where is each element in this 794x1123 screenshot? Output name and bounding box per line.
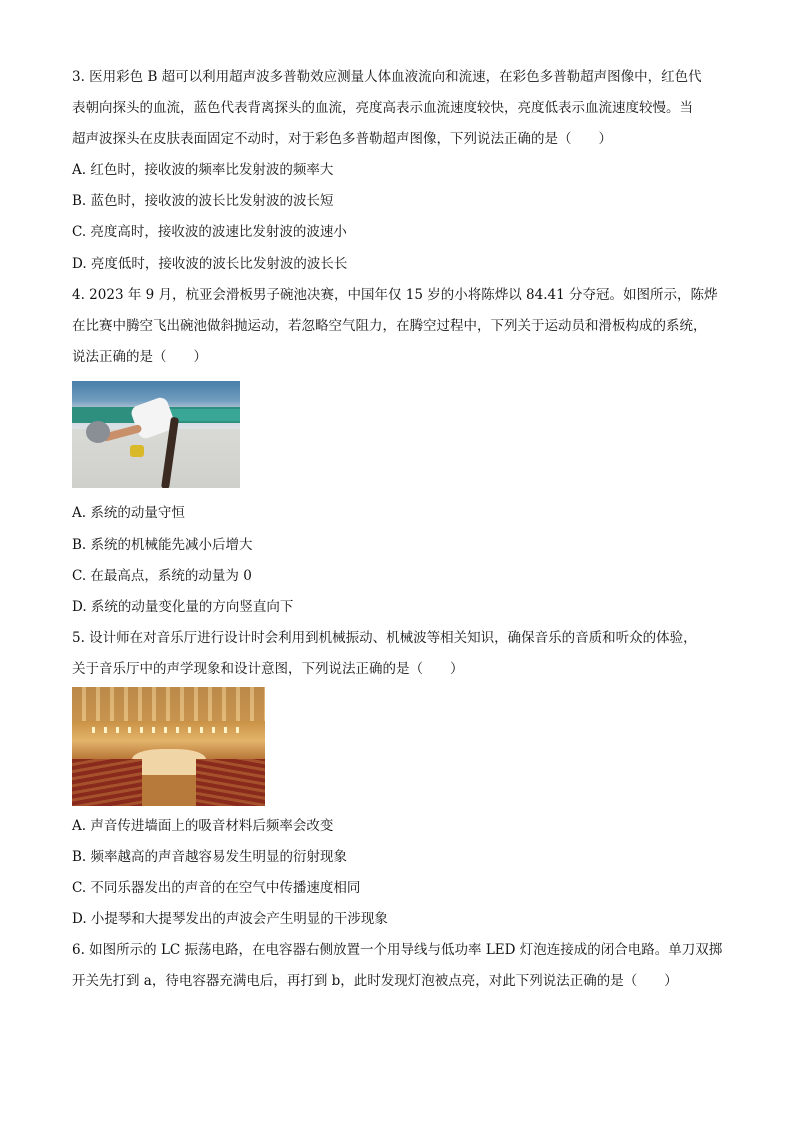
q4-option-b: B. 系统的机械能先减小后增大 xyxy=(72,537,253,553)
photo-hall-seats-left xyxy=(72,759,142,806)
q5-option-d: D. 小提琴和大提琴发出的声波会产生明显的干涉现象 xyxy=(72,911,388,927)
q5-stem-line-1: 5. 设计师在对音乐厅进行设计时会利用到机械振动、机械波等相关知识，确保音乐的音质和听众的体验， xyxy=(72,630,697,646)
photo-hall-ceiling xyxy=(72,687,265,721)
q5-option-c: C. 不同乐器发出的声音的在空气中传播速度相同 xyxy=(72,880,361,896)
q3-stem-line-2: 表朝向探头的血流，蓝色代表背离探头的血流，亮度高表示血流速度较快，亮度低表示血流速度较慢。当 xyxy=(72,100,693,116)
q4-option-d: D. 系统的动量变化量的方向竖直向下 xyxy=(72,599,294,615)
q3-option-d: D. 亮度低时，接收波的波长比发射波的波长长 xyxy=(72,256,348,272)
q6-stem-line-2: 开关先打到 a，待电容器充满电后，再打到 b，此时发现灯泡被点亮，对此下列说法正确的是（ ） xyxy=(72,973,678,989)
photo-hall-stage xyxy=(132,749,206,775)
photo-hall-floor xyxy=(132,775,206,806)
q4-stem-line-2: 在比赛中腾空飞出碗池做斜抛运动，若忽略空气阻力，在腾空过程中，下列关于运动员和滑板构成的系统， xyxy=(72,318,707,334)
q4-option-a: A. 系统的动量守恒 xyxy=(72,505,185,521)
q3-option-b: B. 蓝色时，接收波的波长比发射波的波长短 xyxy=(72,193,334,209)
q5-option-b: B. 频率越高的声音越容易发生明显的衍射现象 xyxy=(72,849,348,865)
skateboard-photo xyxy=(72,381,240,488)
photo-hall-seats-right xyxy=(196,759,265,806)
q5-stem-line-2: 关于音乐厅中的声学现象和设计意图，下列说法正确的是（ ） xyxy=(72,661,464,677)
photo-banner-sign xyxy=(168,409,240,421)
q3-option-a: A. 红色时，接收波的频率比发射波的频率大 xyxy=(72,162,334,178)
concert-hall-photo xyxy=(72,687,265,806)
q4-stem-line-3: 说法正确的是（ ） xyxy=(72,349,207,365)
q3-stem-line-1: 3. 医用彩色 B 超可以利用超声波多普勒效应测量人体血液流向和流速，在彩色多普勒超声图像中，红色代 xyxy=(72,69,702,85)
photo-rider-helmet xyxy=(86,421,110,443)
q4-option-c: C. 在最高点，系统的动量为 0 xyxy=(72,568,252,584)
photo-rider-shoe xyxy=(130,445,144,457)
q3-stem-line-3: 超声波探头在皮肤表面固定不动时，对于彩色多普勒超声图像，下列说法正确的是（ ） xyxy=(72,131,612,147)
q3-option-c: C. 亮度高时，接收波的波速比发射波的波速小 xyxy=(72,224,347,240)
q4-stem-line-1: 4. 2023 年 9 月，杭亚会滑板男子碗池决赛，中国年仅 15 岁的小将陈烨以 84.41 分夺冠。如图所示，陈烨 xyxy=(72,287,718,303)
q5-option-a: A. 声音传进墙面上的吸音材料后频率会改变 xyxy=(72,818,334,834)
photo-hall-lights xyxy=(92,727,245,733)
q6-stem-line-1: 6. 如图所示的 LC 振荡电路，在电容器右侧放置一个用导线与低功率 LED 灯泡连接成的闭合电路。单刀双掷 xyxy=(72,942,723,958)
